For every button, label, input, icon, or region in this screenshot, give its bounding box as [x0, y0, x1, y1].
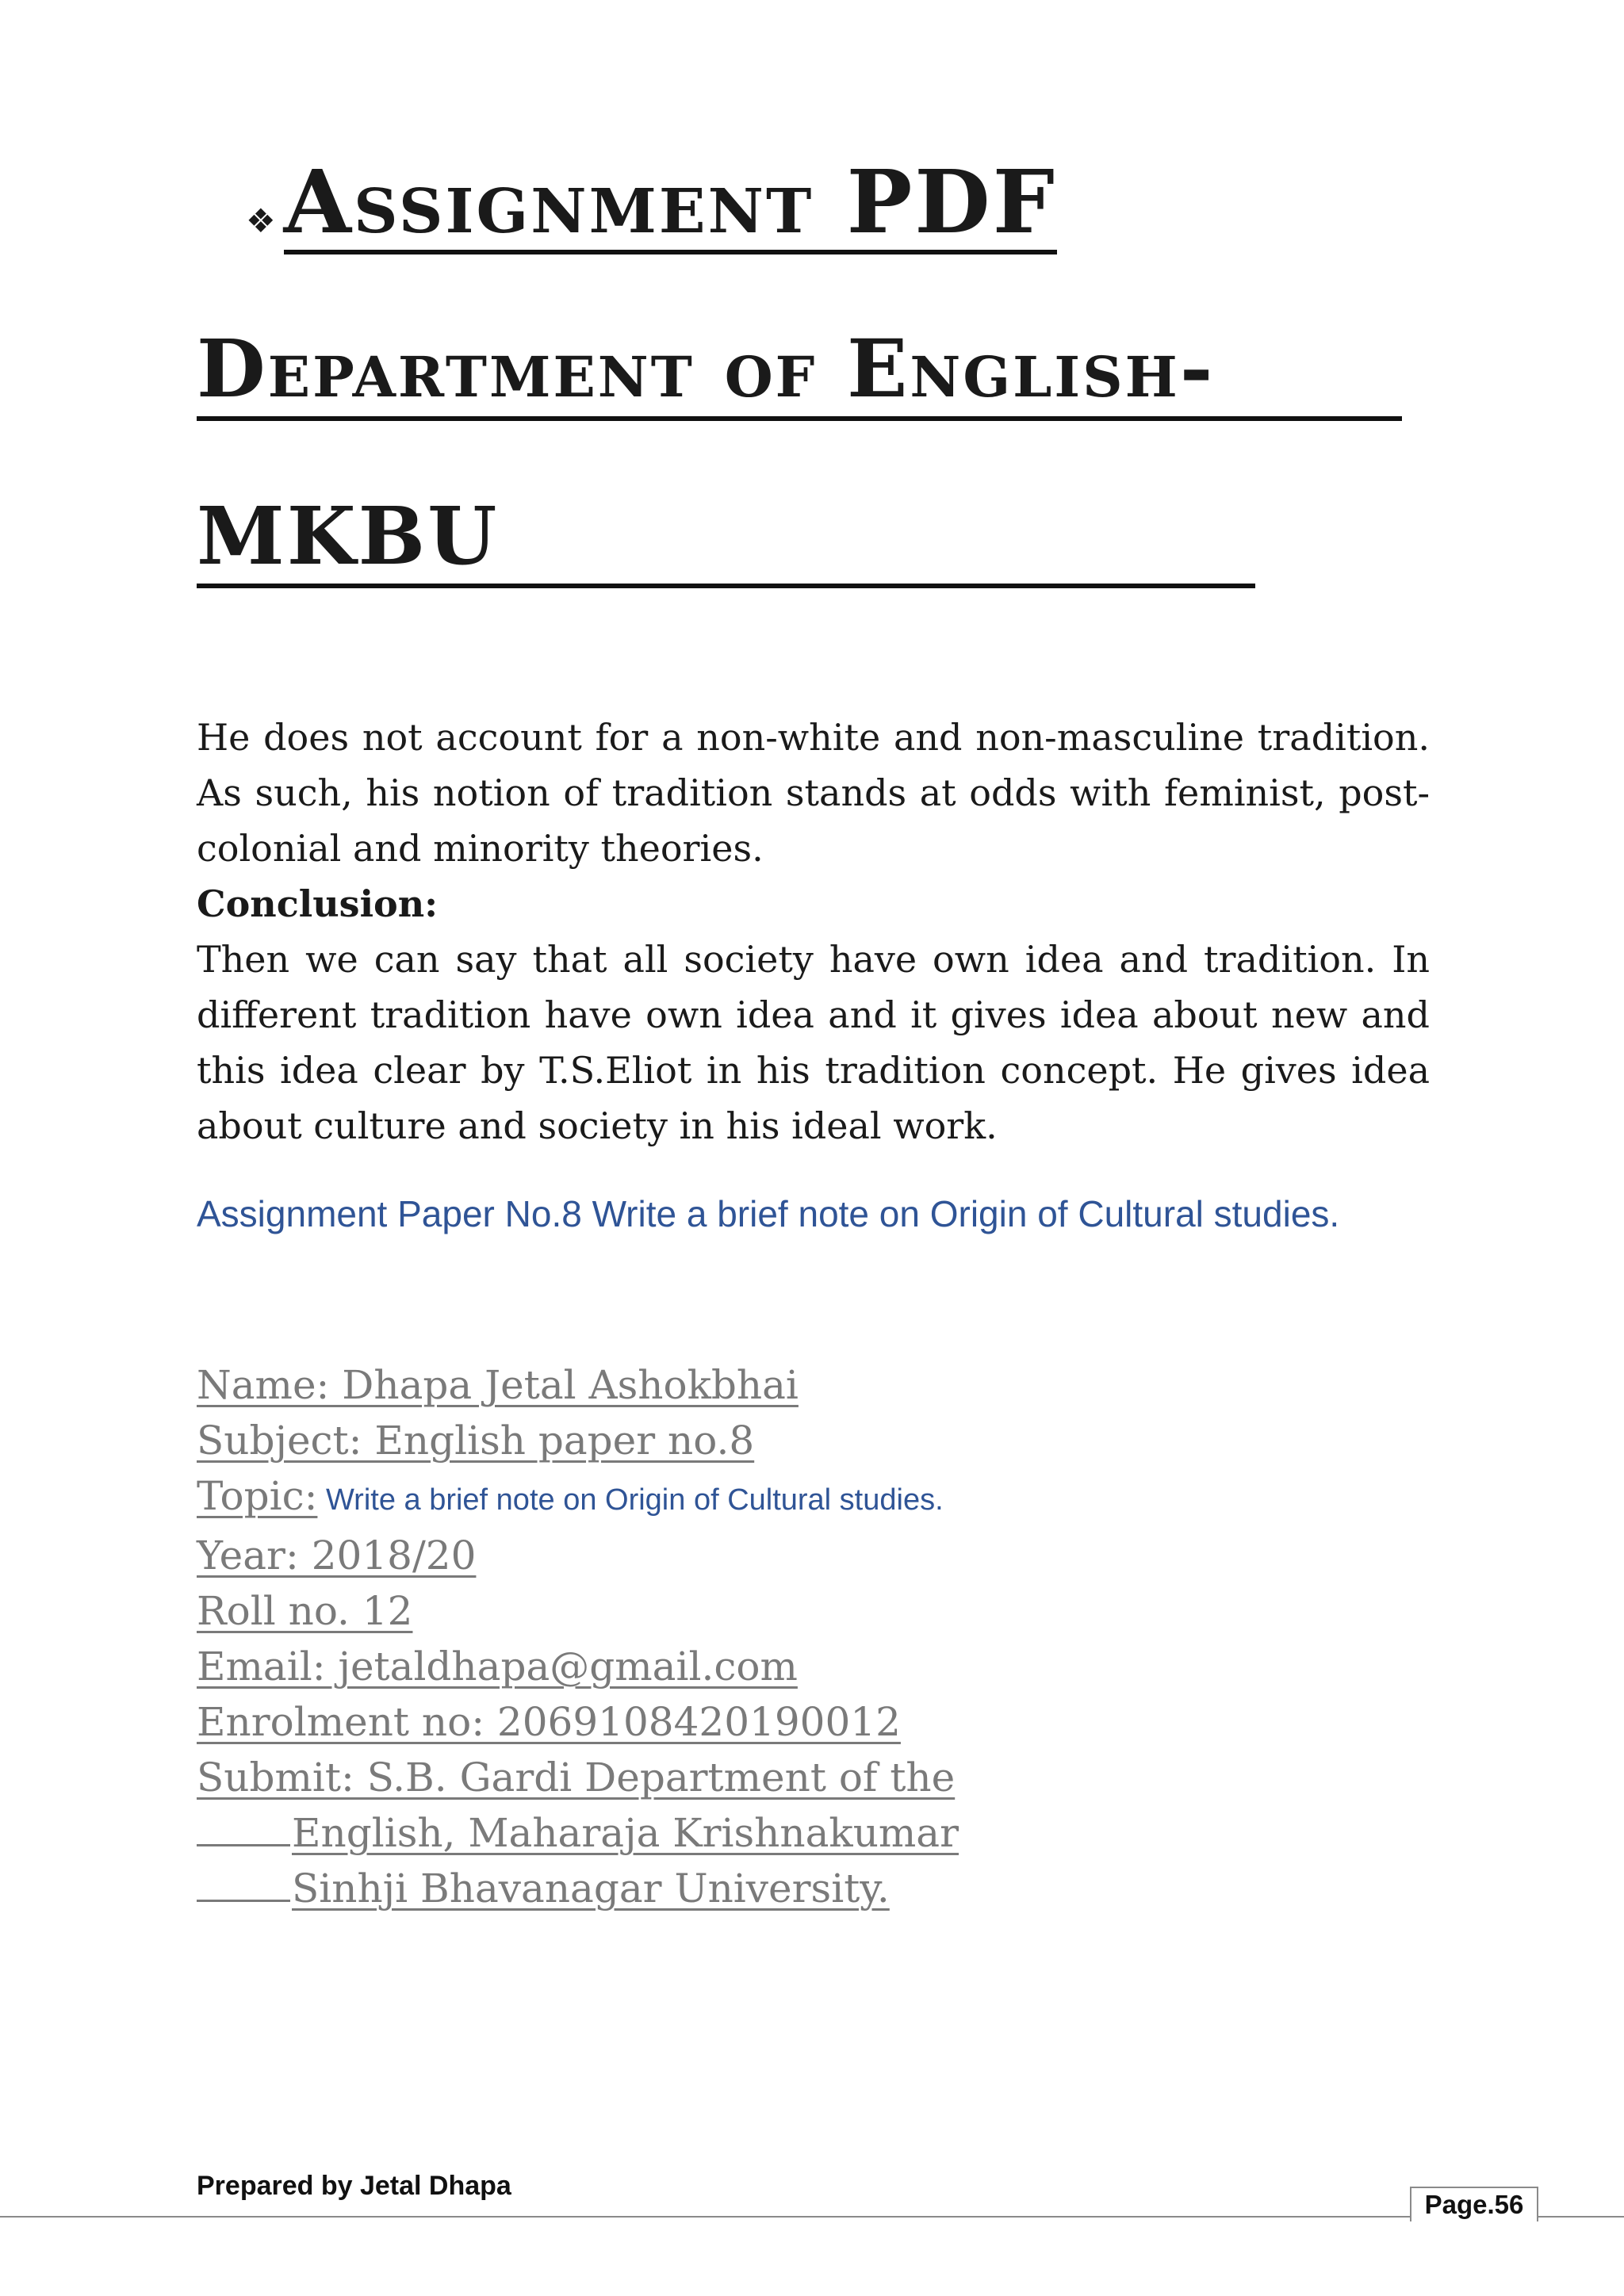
student-email: Email: jetaldhapa@gmail.com — [197, 1644, 798, 1689]
student-roll: Roll no. 12 — [197, 1588, 413, 1634]
footer-prepared-by: Prepared by Jetal Dhapa — [197, 2171, 511, 2201]
department-heading — [197, 321, 1402, 588]
body-paragraph: He does not account for a non-white and non-masculine tradition. As such, his notion of tradition stands at odds with feminist, post-colonial and minority theories. — [197, 716, 1430, 870]
page-number: Page.56 — [1410, 2187, 1538, 2221]
diamond-bullet-icon: ❖ — [246, 201, 276, 240]
submit-line2: English, Maharaja Krishnakumar — [292, 1810, 959, 1856]
student-enrolment: Enrolment no: 2069108420190012 — [197, 1699, 901, 1745]
student-year: Year: 2018/20 — [197, 1533, 477, 1578]
submit-line3: Sinhji Bhavanagar University. — [292, 1866, 890, 1911]
conclusion-paragraph: Then we can say that all society have own idea and tradition. In different tradition have own idea and it gives idea about new and this idea clear by T.S.Eliot in his tradition concept. He gives idea about culture and society in his ideal work. — [197, 938, 1430, 1147]
footer-divider — [0, 2216, 1624, 2218]
indent-rule — [197, 1868, 290, 1902]
submit-line1: Submit: S.B. Gardi Department of the — [197, 1755, 956, 1800]
assignment-heading: Assignment Paper No.8 Write a brief note on Origin of Cultural studies. — [197, 1193, 1340, 1234]
topic-value: Write a brief note on Origin of Cultural studies. — [317, 1483, 944, 1517]
student-name: Name: Dhapa Jetal Ashokbhai — [197, 1362, 799, 1408]
topic-label: Topic: — [197, 1473, 318, 1519]
department-heading-line2: MKBU — [197, 488, 1255, 588]
body-text — [197, 710, 1430, 1154]
student-details — [197, 1357, 1307, 1916]
conclusion-heading: Conclusion: — [197, 882, 439, 925]
header-title: Assignment PDF — [283, 151, 1057, 253]
document-header — [246, 151, 1057, 254]
department-heading-line1: Department of English- — [197, 321, 1402, 421]
student-subject: Subject: English paper no.8 — [197, 1418, 755, 1464]
indent-rule — [197, 1812, 290, 1846]
